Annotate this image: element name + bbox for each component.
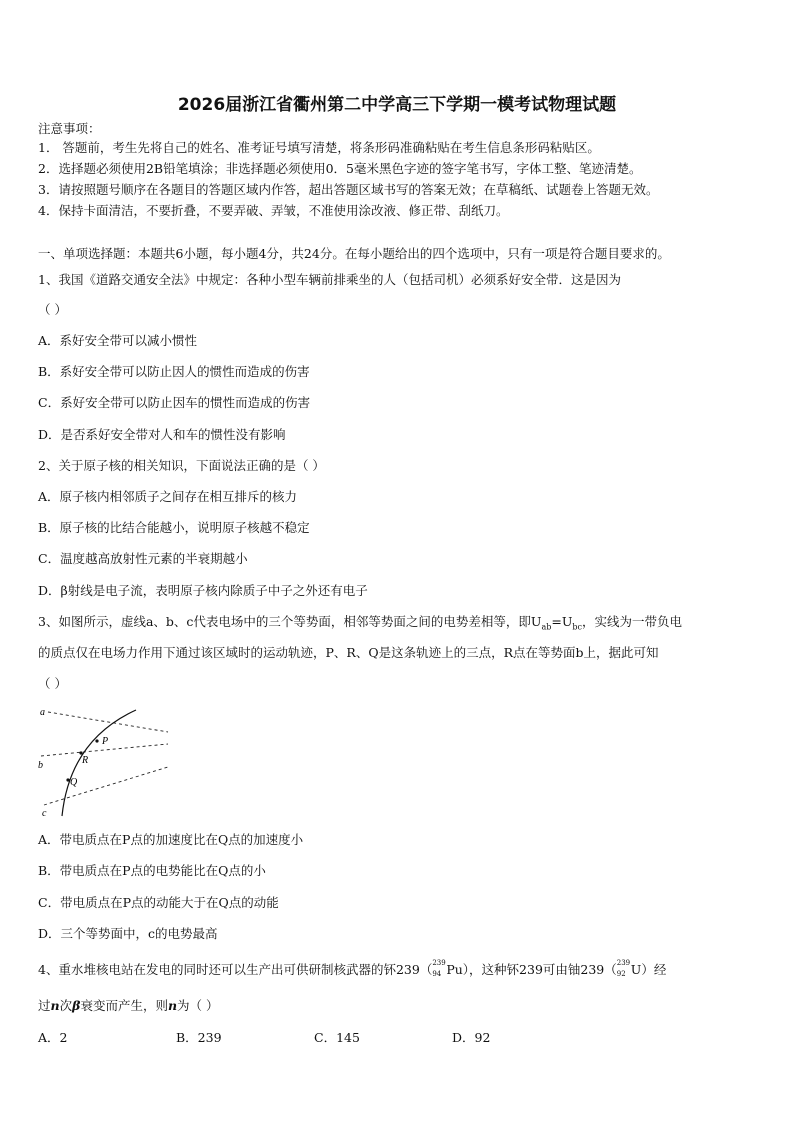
label-q: Q [70,777,78,788]
option-a: A．系好安全带可以减小惯性 [38,333,198,348]
label-c: c [42,808,47,819]
option-b: B．带电质点在P点的电势能比在Q点的小 [38,863,266,878]
notice-item: 1． 答题前，考生先将自己的姓名、准考证号填写清楚，将条形码准确粘贴在考生信息条形码粘贴区。 [38,140,600,155]
label-p: P [102,736,109,747]
option-b: B．原子核的比结合能越小，说明原子核越不稳定 [38,520,310,535]
option-c: C．带电质点在P点的动能大于在Q点的动能 [38,895,279,910]
page-title: 2026届浙江省衢州第二中学高三下学期一模考试物理试题 [177,95,617,115]
label-r: R [82,755,89,766]
option-a: A．原子核内相邻质子之间存在相互排斥的核力 [38,489,298,504]
equipotential-line-c [44,767,168,805]
label-b: b [38,760,43,771]
notice-heading: 注意事项： [38,121,101,136]
pu-isotope-prefix: 239 94 [432,958,446,978]
equipotential-diagram [36,700,176,822]
answer-paren: （ ） [38,676,67,691]
notice-item: 2．选择题必须使用2B铅笔填涂；非选择题必须使用0．5毫米黑色字迹的签字笔书写，字体工整、笔迹清楚。 [38,161,642,176]
option-c: C．温度越高放射性元素的半衰期越小 [38,551,248,566]
option-a: A．2 [38,1030,68,1045]
notice-item: 3．请按照题号顺序在各题目的答题区域内作答，超出答题区域书写的答案无效；在草稿纸、试题卷上答题无效。 [38,182,659,197]
option-d: D．是否系好安全带对人和车的惯性没有影响 [38,427,286,442]
option-d: D．三个等势面中，c的电势最高 [38,926,218,941]
question-4-stem-line2: 过n次β衰变而产生，则n为（ ） [38,998,219,1013]
u-isotope-prefix: 239 92 [616,958,631,978]
label-a: a [40,707,45,718]
option-c: C．系好安全带可以防止因车的惯性而造成的伤害 [38,395,311,410]
option-c: C．145 [314,1030,360,1045]
option-d: D．β射线是电子流，表明原子核内除质子中子之外还有电子 [38,583,368,598]
question-3-stem-line2: 的质点仅在电场力作用下通过该区域时的运动轨迹，P、R、Q是这条轨迹上的三点，R点在等势面b上，据此可知 [38,645,659,660]
answer-paren: （ ） [38,302,67,317]
point-p [95,739,98,742]
question-4-stem: 4、重水堆核电站在发电的同时还可以生产出可供研制核武器的钚239（ 239 94 Pu），这种钚239可由铀239（ 239 92 U）经 [38,958,667,978]
question-3-stem: 3、如图所示，虚线a、b、c代表电场中的三个等势面，相邻等势面之间的电势差相等，即$U_{ab}=U_{bc}$，实线为一带负电 [38,614,682,632]
question-1-stem: 1、我国《道路交通安全法》中规定：各种小型车辆前排乘坐的人（包括司机）必须系好安全带．这是因为 [38,272,621,287]
option-d: D．92 [452,1030,491,1045]
section-heading: 一、单项选择题：本题共6小题，每小题4分，共24分。在每小题给出的四个选项中，只有一项是符合题目要求的。 [38,246,670,261]
equipotential-line-a [48,712,168,732]
option-b: B．系好安全带可以防止因人的惯性而造成的伤害 [38,364,310,379]
notice-item: 4．保持卡面清洁，不要折叠，不要弄破、弄皱，不准使用涂改液、修正带、刮纸刀。 [38,203,509,218]
option-b: B．239 [176,1030,222,1045]
question-2-stem: 2、关于原子核的相关知识，下面说法正确的是（ ） [38,458,325,473]
trajectory-curve [62,710,136,816]
option-a: A．带电质点在P点的加速度比在Q点的加速度小 [38,832,304,847]
